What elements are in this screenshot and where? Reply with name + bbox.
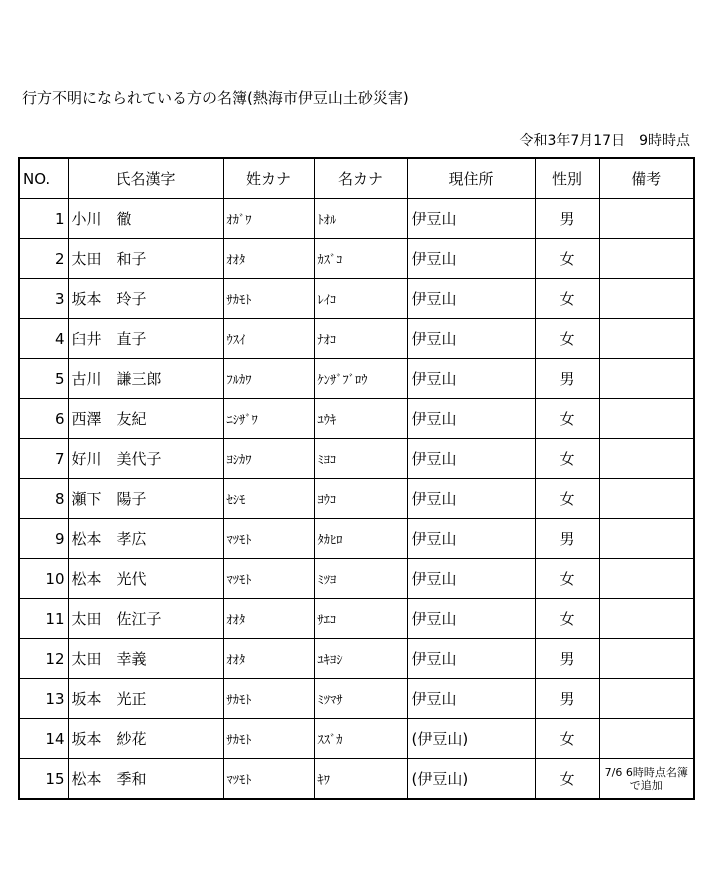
given-name-kana-cell: ﾐﾂﾖ (314, 559, 407, 599)
name-kanji-cell: 臼井 直子 (68, 319, 223, 359)
row-number-cell: 13 (19, 679, 68, 719)
name-kanji-cell: 太田 和子 (68, 239, 223, 279)
address-cell: 伊豆山 (407, 479, 535, 519)
table-header-row (19, 158, 694, 199)
address-cell: 伊豆山 (407, 599, 535, 639)
address-cell: 伊豆山 (407, 199, 535, 239)
given-name-kana-cell: ｶｽﾞｺ (314, 239, 407, 279)
address-cell: 伊豆山 (407, 279, 535, 319)
given-name-kana-cell: ｽｽﾞｶ (314, 719, 407, 759)
remarks-cell (599, 279, 694, 319)
table-row (19, 599, 694, 639)
address-cell: 伊豆山 (407, 559, 535, 599)
row-number-cell: 11 (19, 599, 68, 639)
sex-cell: 女 (535, 399, 599, 439)
surname-kana-cell: ｵｵﾀ (223, 239, 314, 279)
given-name-kana-cell: ﾄｵﾙ (314, 199, 407, 239)
as-of-date: 令和3年7月17日 9時時点 (519, 133, 690, 149)
sex-cell: 女 (535, 559, 599, 599)
address-cell: (伊豆山) (407, 719, 535, 759)
table-row (19, 719, 694, 759)
surname-kana-cell: ﾖｼｶﾜ (223, 439, 314, 479)
remarks-cell (599, 719, 694, 759)
address-cell: 伊豆山 (407, 239, 535, 279)
sex-cell: 女 (535, 599, 599, 639)
sex-cell: 男 (535, 359, 599, 399)
name-kanji-cell: 坂本 光正 (68, 679, 223, 719)
row-number-cell: 7 (19, 439, 68, 479)
name-kanji-cell: 太田 幸義 (68, 639, 223, 679)
remarks-cell (599, 359, 694, 399)
surname-kana-cell: ｵｵﾀ (223, 639, 314, 679)
name-kanji-cell: 西澤 友紀 (68, 399, 223, 439)
table-row (19, 199, 694, 239)
surname-kana-cell: ｵｵﾀ (223, 599, 314, 639)
sex-cell: 男 (535, 199, 599, 239)
address-cell: 伊豆山 (407, 399, 535, 439)
remarks-cell (599, 439, 694, 479)
remarks-cell (599, 679, 694, 719)
sex-cell: 男 (535, 679, 599, 719)
given-name-kana-cell: ｻｴｺ (314, 599, 407, 639)
address-cell: 伊豆山 (407, 439, 535, 479)
table-row (19, 359, 694, 399)
row-number-cell: 5 (19, 359, 68, 399)
sex-cell: 女 (535, 759, 599, 800)
surname-kana-cell: ｾｼﾓ (223, 479, 314, 519)
remarks-cell: 7/6 6時時点名簿で追加 (599, 759, 694, 800)
name-kanji-cell: 太田 佐江子 (68, 599, 223, 639)
name-kanji-cell: 松本 孝広 (68, 519, 223, 559)
address-cell: 伊豆山 (407, 679, 535, 719)
sex-cell: 男 (535, 519, 599, 559)
table-row (19, 439, 694, 479)
surname-kana-cell: ﾏﾂﾓﾄ (223, 519, 314, 559)
name-kanji-cell: 坂本 紗花 (68, 719, 223, 759)
given-name-kana-cell: ﾕｳｷ (314, 399, 407, 439)
remarks-cell (599, 479, 694, 519)
surname-kana-cell: ｻｶﾓﾄ (223, 719, 314, 759)
surname-kana-cell: ｻｶﾓﾄ (223, 279, 314, 319)
address-cell: (伊豆山) (407, 759, 535, 800)
remarks-cell (599, 239, 694, 279)
surname-kana-cell: ｳｽｲ (223, 319, 314, 359)
table-row (19, 399, 694, 439)
row-number-cell: 6 (19, 399, 68, 439)
sex-cell: 女 (535, 239, 599, 279)
remarks-cell (599, 199, 694, 239)
table-row (19, 319, 694, 359)
header-remarks: 備考 (599, 158, 694, 199)
row-number-cell: 15 (19, 759, 68, 800)
given-name-kana-cell: ﾖｳｺ (314, 479, 407, 519)
given-name-kana-cell: ﾚｲｺ (314, 279, 407, 319)
header-surname-kana: 姓カナ (223, 158, 314, 199)
table-row (19, 759, 694, 800)
surname-kana-cell: ｻｶﾓﾄ (223, 679, 314, 719)
name-kanji-cell: 好川 美代子 (68, 439, 223, 479)
row-number-cell: 4 (19, 319, 68, 359)
remarks-cell (599, 639, 694, 679)
name-kanji-cell: 瀬下 陽子 (68, 479, 223, 519)
remarks-cell (599, 599, 694, 639)
surname-kana-cell: ﾏﾂﾓﾄ (223, 759, 314, 800)
row-number-cell: 8 (19, 479, 68, 519)
row-number-cell: 9 (19, 519, 68, 559)
remarks-cell (599, 399, 694, 439)
table-row (19, 479, 694, 519)
header-sex: 性別 (535, 158, 599, 199)
name-kanji-cell: 松本 季和 (68, 759, 223, 800)
address-cell: 伊豆山 (407, 359, 535, 399)
table-row (19, 279, 694, 319)
row-number-cell: 2 (19, 239, 68, 279)
row-number-cell: 3 (19, 279, 68, 319)
missing-persons-table (18, 157, 695, 800)
row-number-cell: 12 (19, 639, 68, 679)
header-given-name-kana: 名カナ (314, 158, 407, 199)
row-number-cell: 10 (19, 559, 68, 599)
given-name-kana-cell: ﾐﾖｺ (314, 439, 407, 479)
name-kanji-cell: 古川 謙三郎 (68, 359, 223, 399)
remarks-cell (599, 519, 694, 559)
name-kanji-cell: 小川 徹 (68, 199, 223, 239)
row-number-cell: 14 (19, 719, 68, 759)
table-row (19, 679, 694, 719)
surname-kana-cell: ｵｶﾞﾜ (223, 199, 314, 239)
sex-cell: 女 (535, 719, 599, 759)
sex-cell: 男 (535, 639, 599, 679)
header-no: NO. (19, 158, 68, 199)
header-address: 現住所 (407, 158, 535, 199)
given-name-kana-cell: ｹﾝｻﾞﾌﾞﾛｳ (314, 359, 407, 399)
table-row (19, 639, 694, 679)
surname-kana-cell: ﾌﾙｶﾜ (223, 359, 314, 399)
surname-kana-cell: ﾆｼｻﾞﾜ (223, 399, 314, 439)
given-name-kana-cell: ﾐﾂﾏｻ (314, 679, 407, 719)
surname-kana-cell: ﾏﾂﾓﾄ (223, 559, 314, 599)
document-title: 行方不明になられている方の名簿(熱海市伊豆山土砂災害) (22, 89, 409, 107)
table-row (19, 519, 694, 559)
header-name-kanji: 氏名漢字 (68, 158, 223, 199)
name-kanji-cell: 坂本 玲子 (68, 279, 223, 319)
given-name-kana-cell: ﾕｷﾖｼ (314, 639, 407, 679)
given-name-kana-cell: ｷﾜ (314, 759, 407, 800)
sex-cell: 女 (535, 479, 599, 519)
address-cell: 伊豆山 (407, 639, 535, 679)
table-row (19, 239, 694, 279)
remarks-cell (599, 559, 694, 599)
address-cell: 伊豆山 (407, 519, 535, 559)
given-name-kana-cell: ﾀｶﾋﾛ (314, 519, 407, 559)
given-name-kana-cell: ﾅｵｺ (314, 319, 407, 359)
sex-cell: 女 (535, 439, 599, 479)
row-number-cell: 1 (19, 199, 68, 239)
sex-cell: 女 (535, 319, 599, 359)
sex-cell: 女 (535, 279, 599, 319)
address-cell: 伊豆山 (407, 319, 535, 359)
name-kanji-cell: 松本 光代 (68, 559, 223, 599)
remarks-cell (599, 319, 694, 359)
table-row (19, 559, 694, 599)
